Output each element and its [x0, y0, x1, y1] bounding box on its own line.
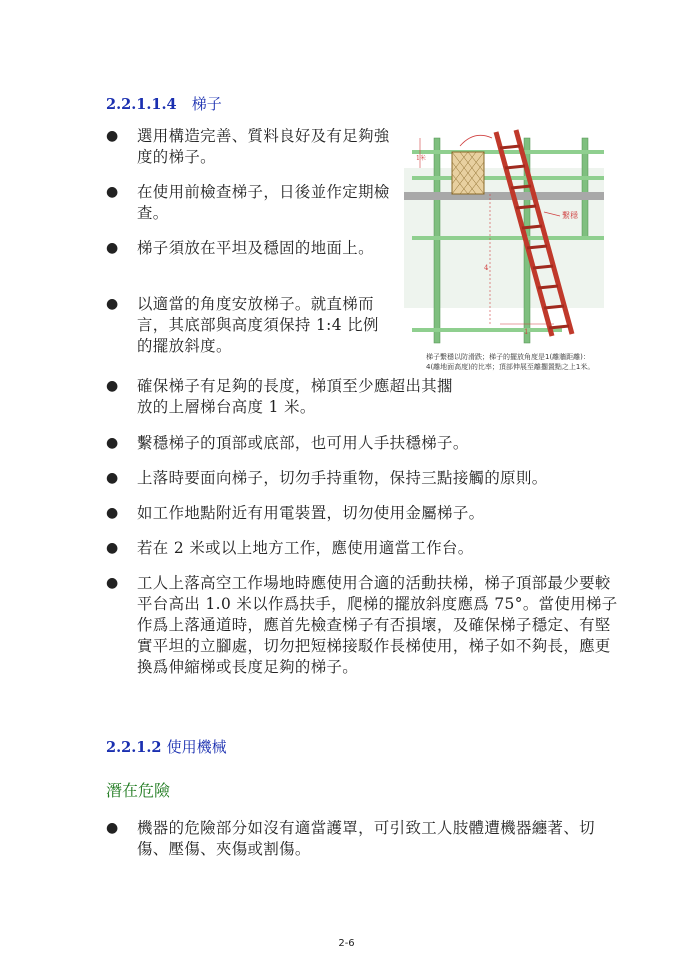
section-number: 2.2.1.2 [106, 739, 162, 756]
bullet-icon: ● [106, 820, 119, 836]
section-title: 梯子 [191, 95, 222, 113]
label-1m: 1米 [416, 155, 426, 162]
bullet-icon: ● [106, 575, 119, 591]
list-item-text: 如工作地點附近有用電裝置，切勿使用金屬梯子。 [137, 504, 485, 522]
section-title: 使用機械 [166, 738, 227, 756]
figure-caption: 梯子繫穩以防滑跌；梯子的擺放角度是1(離牆距離)：4(離地面高度)的比率；頂部伸展至離擱置點之上1米。 [426, 353, 595, 371]
label-tie: 繫穩 [562, 211, 578, 220]
list-item-text: 工人上落高空工作場地時應使用合適的活動扶梯，梯子頂部最少要較平台高出 1.0 米以作爲扶手，爬梯的擺放斜度應爲 75°。當使用梯子作爲上落通道時，應首先檢查梯子有否損壞，及確保梯子穩定、有堅實平坦的立腳處，切勿把短梯接駁作長梯使用，梯子如不夠長，應更換爲伸縮梯或長度足夠的梯子。 [137, 574, 618, 676]
list-item-text: 以適當的角度安放梯子。就直梯而言，其底部與高度須保持 1:4 比例的擺放斜度。 [137, 295, 379, 355]
page-number: 2-6 [338, 938, 355, 949]
list-item-text: 繫穩梯子的頂部或底部，也可用人手扶穩梯子。 [137, 434, 469, 452]
bullet-icon: ● [106, 378, 119, 394]
label-height-4: 4 [484, 264, 489, 272]
list-item-text: 在使用前檢查梯子，日後並作定期檢查。 [137, 183, 390, 222]
ladder-scaffold-figure [404, 128, 604, 346]
section-heading-machinery [106, 736, 227, 757]
section-number: 2.2.1.1.4 [106, 96, 177, 113]
list-item-text: 梯子須放在平坦及穩固的地面上。 [137, 239, 374, 257]
list-item-text: 上落時要面向梯子，切勿手持重物，保持三點接觸的原則。 [137, 469, 548, 487]
bullet-icon: ● [106, 505, 119, 521]
subheading-potential-hazards: 潛在危險 [106, 781, 171, 800]
list-item-text: 選用構造完善、質料良好及有足夠強度的梯子。 [137, 127, 390, 166]
bullet-icon: ● [106, 240, 119, 256]
bullet-icon: ● [106, 296, 119, 312]
bullet-icon: ● [106, 470, 119, 486]
bullet-icon: ● [106, 184, 119, 200]
bullet-icon: ● [106, 540, 119, 556]
section-heading-ladder [106, 93, 222, 114]
list-item-text: 機器的危險部分如沒有適當護罩，可引致工人肢體遭機器纏著、切傷、壓傷、夾傷或割傷。 [137, 819, 595, 858]
list-item-text: 確保梯子有足夠的長度，梯頂至少應超出其擱放的上層梯台高度 1 米。 [137, 377, 453, 416]
bullet-icon: ● [106, 435, 119, 451]
label-base-1: 1 [524, 328, 529, 336]
list-item-text: 若在 2 米或以上地方工作，應使用適當工作台。 [137, 539, 474, 557]
bullet-icon: ● [106, 128, 119, 144]
